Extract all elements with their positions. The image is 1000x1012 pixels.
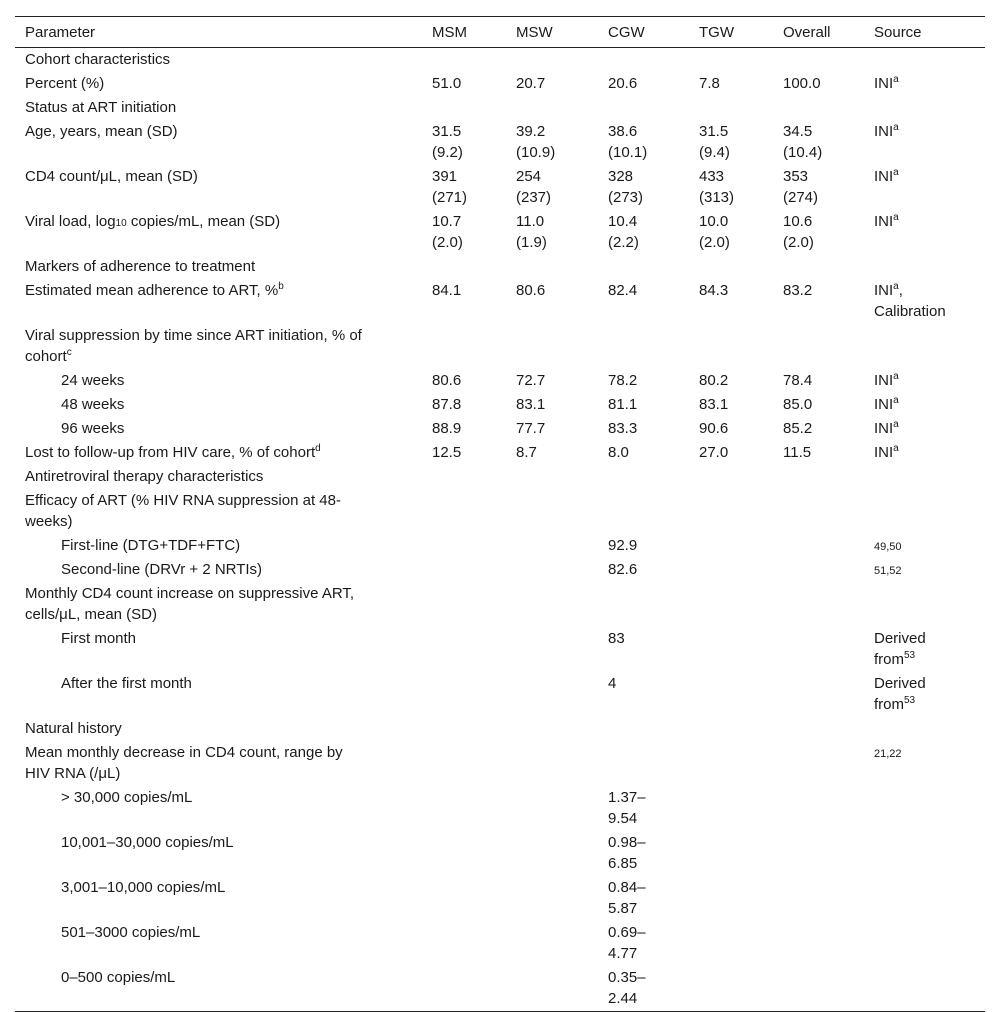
cell-cgw: 8.0: [608, 444, 629, 461]
section-art-chars: Antiretroviral therapy characteristics: [25, 468, 264, 485]
cell-msm: 87.8: [432, 396, 462, 413]
section-natural: Natural history: [25, 720, 122, 737]
row-label: 96 weeks: [61, 420, 125, 437]
header-msm: MSM: [432, 24, 467, 41]
cell-msw: 80.6: [516, 282, 546, 299]
cell-msw: 39.2 (10.9): [516, 123, 556, 161]
table-row: [15, 120, 985, 165]
cell-msm: 391 (271): [432, 168, 468, 206]
section-row: [15, 255, 985, 279]
cell-msm: 12.5: [432, 444, 462, 461]
cell-cgw: 0.98– 6.85: [608, 834, 646, 872]
cell-cgw: 82.4: [608, 282, 638, 299]
row-label: 48 weeks: [61, 396, 125, 413]
cell-cgw: 0.69– 4.77: [608, 924, 646, 962]
cell-msm: 84.1: [432, 282, 462, 299]
table-row: [15, 558, 985, 582]
header-row: [15, 17, 985, 48]
cell-source: Derived from$^{53}$: [874, 675, 926, 713]
table-row: [15, 534, 985, 558]
section-adherence: Markers of adherence to treatment: [25, 258, 256, 275]
cell-cgw: 92.9: [608, 537, 638, 554]
row-label: Monthly CD4 count increase on suppressive ART, cells/μL, mean (SD): [25, 585, 355, 623]
cell-msm: 80.6: [432, 372, 462, 389]
table-container: [15, 16, 985, 1012]
parameters-table: [15, 16, 985, 1012]
header-source: Source: [874, 24, 922, 41]
cell-source: INI$^a$: [874, 167, 899, 185]
cell-cgw: 78.2: [608, 372, 638, 389]
cell-cgw: 20.6: [608, 75, 638, 92]
cell-cgw: 328 (273): [608, 168, 644, 206]
cell-msm: 31.5 (9.2): [432, 123, 463, 161]
row-label: 10,001–30,000 copies/mL: [61, 834, 234, 851]
row-label: 501–3000 copies/mL: [61, 924, 201, 941]
row-label: Second-line (DRVr + 2 NRTIs): [61, 561, 263, 578]
cell-tgw: 31.5 (9.4): [699, 123, 730, 161]
cell-source: INI$^a$: [874, 74, 899, 92]
table-row: [15, 393, 985, 417]
cell-tgw: 433 (313): [699, 168, 735, 206]
row-label: 3,001–10,000 copies/mL: [61, 879, 226, 896]
row-label: Viral suppression by time since ART initiation, % of cohort$^c$: [25, 327, 362, 365]
cell-overall: 78.4: [783, 372, 813, 389]
row-label: Lost to follow-up from HIV care, % of cohort$^d$: [25, 443, 321, 461]
table-row: [15, 441, 985, 465]
section-cohort: Cohort characteristics: [25, 51, 171, 68]
cell-source: Derived from$^{53}$: [874, 630, 926, 668]
table-row: [15, 279, 985, 324]
table-row: [15, 921, 985, 966]
row-label: Percent (%): [25, 75, 105, 92]
table-row: [15, 489, 985, 534]
table-row: [15, 165, 985, 210]
row-label: 0–500 copies/mL: [61, 969, 176, 986]
cell-tgw: 90.6: [699, 420, 729, 437]
header-tgw: TGW: [699, 24, 734, 41]
row-label: Efficacy of ART (% HIV RNA suppression at 48- weeks): [25, 492, 341, 530]
section-row: [15, 465, 985, 489]
cell-msm: 51.0: [432, 75, 462, 92]
cell-msm: 10.7 (2.0): [432, 213, 463, 251]
cell-source: INI$^a$, Calibration: [874, 281, 946, 320]
cell-source: 21,22: [874, 748, 902, 760]
row-label: Viral load, log10 copies/mL, mean (SD): [25, 213, 281, 230]
table-row: [15, 672, 985, 717]
row-label: Mean monthly decrease in CD4 count, range by HIV RNA (/μL): [25, 744, 343, 782]
cell-overall: 100.0: [783, 75, 821, 92]
cell-msw: 77.7: [516, 420, 546, 437]
table-row: [15, 210, 985, 255]
cell-source: INI$^a$: [874, 443, 899, 461]
table-row: [15, 324, 985, 369]
cell-cgw: 10.4 (2.2): [608, 213, 639, 251]
table-row: [15, 417, 985, 441]
table-row: [15, 72, 985, 96]
table-row: [15, 876, 985, 921]
section-row: [15, 48, 985, 73]
cell-msw: 8.7: [516, 444, 537, 461]
row-label: Age, years, mean (SD): [25, 123, 178, 140]
cell-cgw: 82.6: [608, 561, 638, 578]
row-label: After the first month: [61, 675, 192, 692]
cell-msm: 88.9: [432, 420, 462, 437]
cell-cgw: 0.84– 5.87: [608, 879, 646, 917]
cell-cgw: 0.35– 2.44: [608, 969, 646, 1007]
cell-msw: 83.1: [516, 396, 546, 413]
cell-cgw: 4: [608, 675, 617, 692]
cell-source: INI$^a$: [874, 212, 899, 230]
section-art-init: Status at ART initiation: [25, 99, 177, 116]
table-row: [15, 741, 985, 786]
row-label: CD4 count/μL, mean (SD): [25, 168, 198, 185]
cell-source: INI$^a$: [874, 419, 899, 437]
cell-cgw: 83.3: [608, 420, 638, 437]
cell-overall: 11.5: [783, 444, 812, 461]
cell-msw: 72.7: [516, 372, 546, 389]
table-row: [15, 627, 985, 672]
table-row: [15, 369, 985, 393]
row-label: Estimated mean adherence to ART, %$^b$: [25, 281, 284, 299]
table-row: [15, 966, 985, 1012]
row-label: First-line (DTG+TDF+FTC): [61, 537, 241, 554]
cell-tgw: 10.0 (2.0): [699, 213, 730, 251]
cell-msw: 11.0 (1.9): [516, 213, 547, 251]
cell-source: INI$^a$: [874, 371, 899, 389]
cell-tgw: 7.8: [699, 75, 720, 92]
table-row: [15, 786, 985, 831]
table-row: [15, 582, 985, 627]
cell-tgw: 27.0: [699, 444, 729, 461]
cell-cgw: 81.1: [608, 396, 638, 413]
cell-source: INI$^a$: [874, 122, 899, 140]
cell-tgw: 83.1: [699, 396, 729, 413]
section-row: [15, 96, 985, 120]
table-row: [15, 831, 985, 876]
cell-cgw: 38.6 (10.1): [608, 123, 648, 161]
cell-overall: 85.2: [783, 420, 813, 437]
cell-overall: 353 (274): [783, 168, 819, 206]
header-parameter: Parameter: [25, 24, 96, 41]
cell-tgw: 84.3: [699, 282, 729, 299]
cell-overall: 83.2: [783, 282, 813, 299]
cell-tgw: 80.2: [699, 372, 729, 389]
cell-overall: 10.6 (2.0): [783, 213, 814, 251]
header-msw: MSW: [516, 24, 553, 41]
cell-cgw: 83: [608, 630, 625, 647]
row-label: First month: [61, 630, 137, 647]
cell-cgw: 1.37– 9.54: [608, 789, 646, 827]
row-label: 24 weeks: [61, 372, 125, 389]
section-row: [15, 717, 985, 741]
cell-source: INI$^a$: [874, 395, 899, 413]
header-overall: Overall: [783, 24, 831, 41]
cell-source: 49,50: [874, 541, 902, 553]
cell-msw: 254 (237): [516, 168, 552, 206]
cell-source: 51,52: [874, 565, 902, 577]
header-cgw: CGW: [608, 24, 645, 41]
row-label: > 30,000 copies/mL: [61, 789, 193, 806]
cell-overall: 85.0: [783, 396, 813, 413]
cell-overall: 34.5 (10.4): [783, 123, 823, 161]
cell-msw: 20.7: [516, 75, 546, 92]
